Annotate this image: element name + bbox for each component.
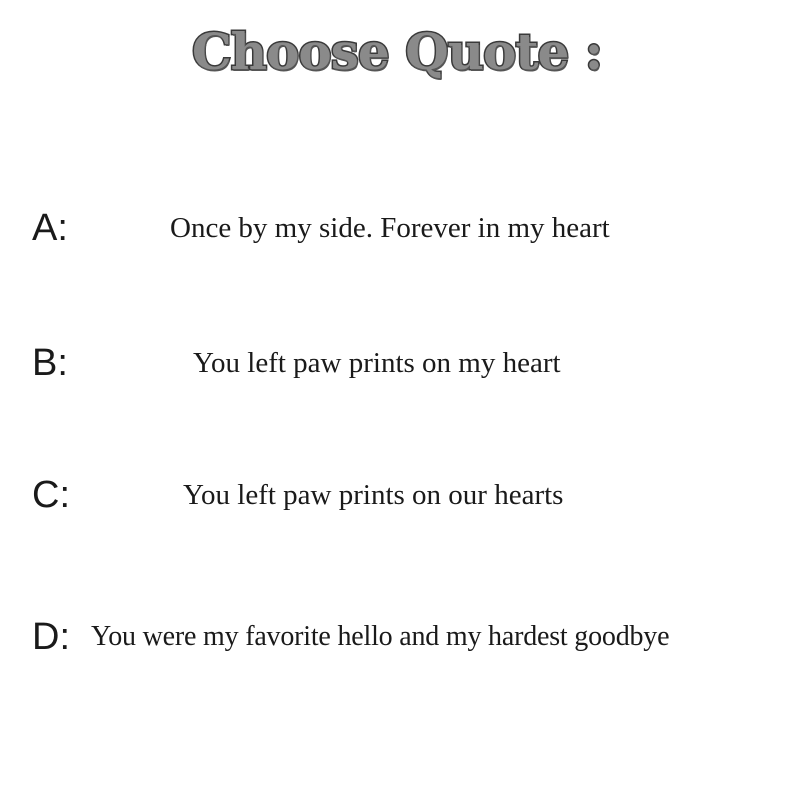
page-title: Choose Quote : — [191, 22, 603, 81]
option-quote-text: You left paw prints on my heart — [193, 347, 561, 379]
quote-option-d[interactable] — [0, 612, 794, 662]
quote-option-a[interactable] — [0, 203, 794, 253]
option-quote-text: You were my favorite hello and my hardest goodbye — [91, 621, 670, 652]
option-quote-text: You left paw prints on our hearts — [183, 479, 564, 511]
option-letter: C: — [32, 474, 70, 516]
option-letter: B: — [32, 342, 68, 384]
quote-option-c[interactable] — [0, 470, 794, 520]
option-quote-text: Once by my side. Forever in my heart — [170, 212, 610, 244]
option-letter: A: — [32, 207, 68, 249]
option-letter: D: — [32, 616, 70, 658]
quote-option-b[interactable] — [0, 338, 794, 388]
